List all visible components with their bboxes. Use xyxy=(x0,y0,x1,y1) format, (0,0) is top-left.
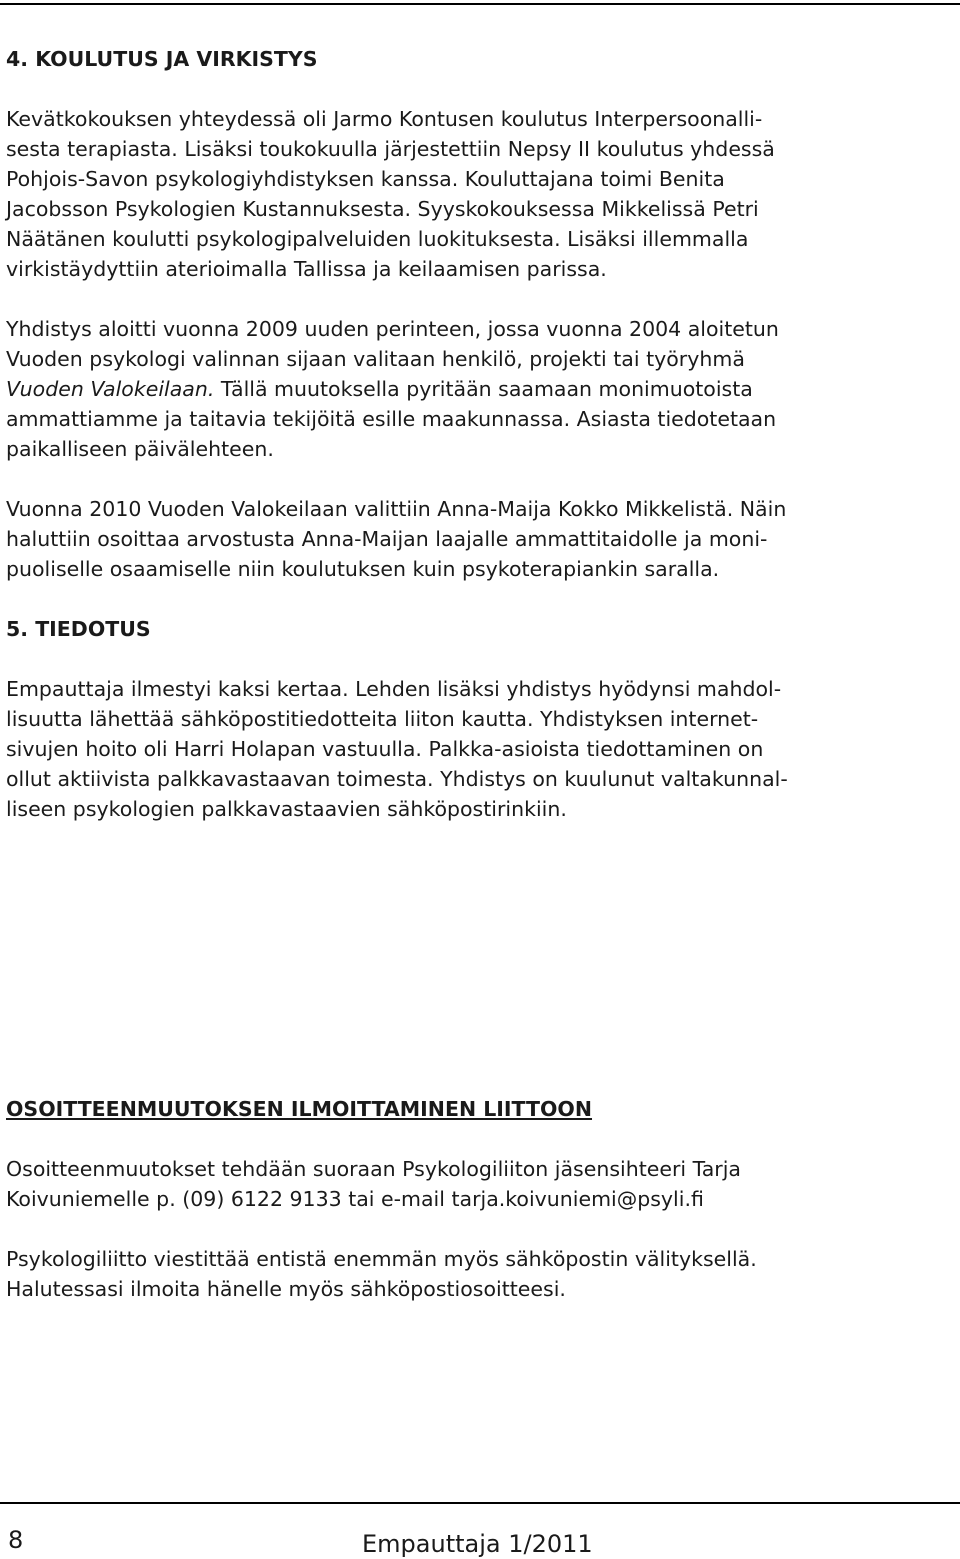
section-4-paragraph-2 xyxy=(6,314,958,464)
page-number: 8 xyxy=(8,1526,24,1554)
footer-rule xyxy=(0,1502,960,1504)
text-line: liseen psykologien palkkavastaavien sähköpostirinkiin. xyxy=(6,797,567,821)
text-line: haluttiin osoittaa arvostusta Anna-Maijan laajalle ammattitaidolle ja moni- xyxy=(6,527,768,551)
text-line: Osoitteenmuutokset tehdään suoraan Psykologiliiton jäsensihteeri Tarja xyxy=(6,1157,741,1181)
text-line: Vuoden psykologi valinnan sijaan valitaan henkilö, projekti tai työryhmä xyxy=(6,347,745,371)
text-run: Tällä muutoksella pyritään saamaan monimuotoista xyxy=(214,377,753,401)
text-line: virkistäydyttiin aterioimalla Tallissa ja keilaamisen parissa. xyxy=(6,257,607,281)
text-line: puoliselle osaamiselle niin koulutuksen kuin psykoterapiankin saralla. xyxy=(6,557,720,581)
text-line: paikalliseen päivälehteen. xyxy=(6,437,274,461)
top-rule xyxy=(0,3,960,5)
text-line: lisuutta lähettää sähköpostitiedotteita liiton kautta. Yhdistyksen internet- xyxy=(6,707,759,731)
address-paragraph-1 xyxy=(6,1154,958,1214)
text-line: Vuonna 2010 Vuoden Valokeilaan valittiin Anna-Maija Kokko Mikkelistä. Näin xyxy=(6,497,787,521)
text-line: sivujen hoito oli Harri Holapan vastuulla. Palkka-asioista tiedottaminen on xyxy=(6,737,764,761)
text-line: Jacobsson Psykologien Kustannuksesta. Syyskokouksessa Mikkelissä Petri xyxy=(6,197,759,221)
text-line: sesta terapiasta. Lisäksi toukokuulla järjestettiin Nepsy II koulutus yhdessä xyxy=(6,137,775,161)
publication-name: Empauttaja 1/2011 xyxy=(362,1530,593,1558)
address-change-heading: OSOITTEENMUUTOKSEN ILMOITTAMINEN LIITTOON xyxy=(6,1097,593,1121)
text-line xyxy=(6,374,958,404)
text-line: Pohjois-Savon psykologiyhdistyksen kanssa. Kouluttajana toimi Benita xyxy=(6,167,725,191)
address-paragraph-2 xyxy=(6,1244,958,1304)
section-4-paragraph-3 xyxy=(6,494,958,584)
section-5-heading: 5. TIEDOTUS xyxy=(6,617,151,641)
text-line: Koivuniemelle p. (09) 6122 9133 tai e-mail tarja.koivuniemi@psyli.fi xyxy=(6,1187,704,1211)
text-line: Kevätkokouksen yhteydessä oli Jarmo Kontusen koulutus Interpersoonalli- xyxy=(6,107,763,131)
section-4-paragraph-1 xyxy=(6,104,958,284)
text-line: Empauttaja ilmestyi kaksi kertaa. Lehden lisäksi yhdistys hyödynsi mahdol- xyxy=(6,677,782,701)
text-line: Näätänen koulutti psykologipalveluiden luokituksesta. Lisäksi illemmalla xyxy=(6,227,749,251)
text-line: Psykologiliitto viestittää entistä enemmän myös sähköpostin välityksellä. xyxy=(6,1247,757,1271)
text-line: Yhdistys aloitti vuonna 2009 uuden perinteen, jossa vuonna 2004 aloitetun xyxy=(6,317,779,341)
section-5-paragraph-1 xyxy=(6,674,958,824)
award-name-italic: Vuoden Valokeilaan. xyxy=(6,377,215,401)
text-line: Halutessasi ilmoita hänelle myös sähköpostiosoitteesi. xyxy=(6,1277,566,1301)
text-line: ammattiamme ja taitavia tekijöitä esille maakunnassa. Asiasta tiedotetaan xyxy=(6,407,777,431)
section-4-heading: 4. KOULUTUS JA VIRKISTYS xyxy=(6,47,318,71)
text-line: ollut aktiivista palkkavastaavan toimesta. Yhdistys on kuulunut valtakunnal- xyxy=(6,767,788,791)
